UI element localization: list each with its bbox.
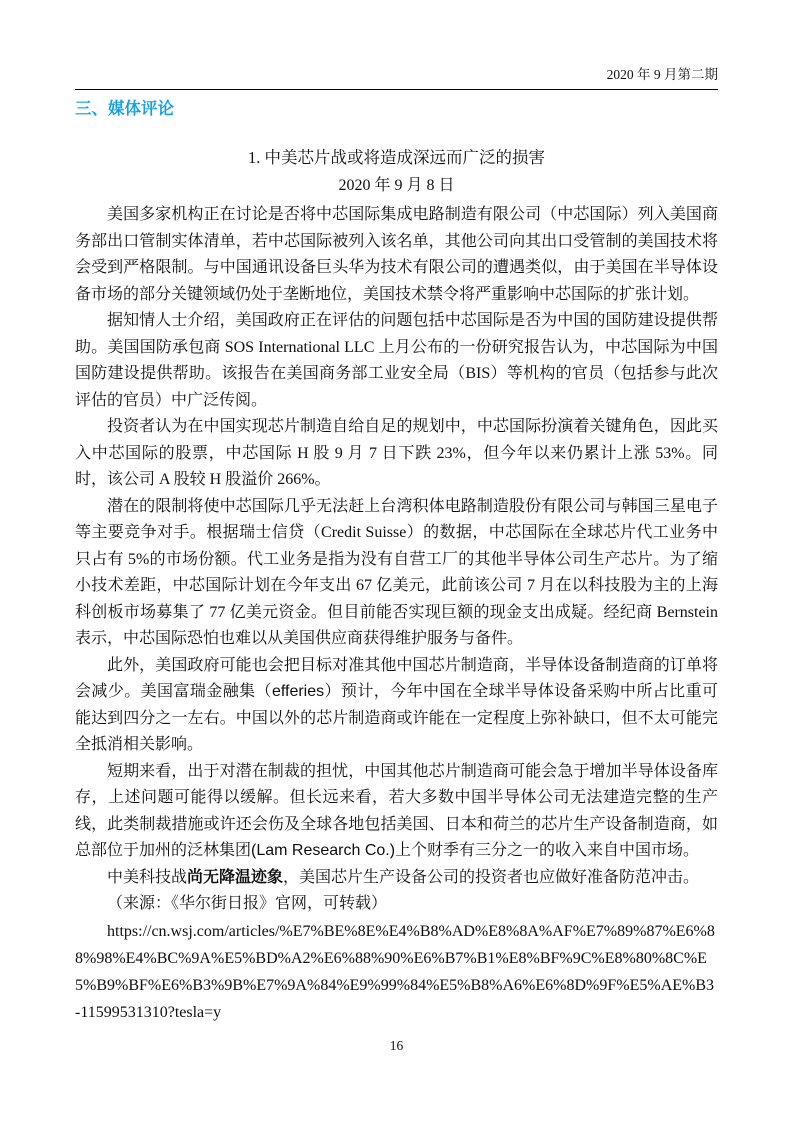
article-body (75, 202, 718, 1026)
closing-prefix: 中美科技战 (107, 868, 188, 886)
article-date: 2020 年 9 月 8 日 (338, 177, 455, 194)
paragraph: 此外，美国政府可能也会把目标对准其他中国芯片制造商，半导体设备制造商的订单将会减少。美国富瑞金融集（efferies）预计，今年中国在全球半导体设备采购中所占比重可能达到四分之一左右。中国以外的芯片制造商或许能在一定程度上弥补缺口，但不太可能完全抵消相关影响。 (75, 656, 718, 753)
source-line: （来源：《华尔街日报》官网，可转载） (107, 895, 388, 912)
header-divider (75, 89, 718, 90)
closing-suffix: ，美国芯片生产设备公司的投资者也应做好准备防范冲击。 (283, 868, 700, 886)
closing-bold-text: 尚无降温迹象 (187, 868, 284, 886)
paragraph: 投资者认为在中国实现芯片制造自给自足的规划中，中芯国际扮演着关键角色，因此买入中芯国际的股票，中芯国际 H 股 9 月 7 日下跌 23%，但今年以来仍累计上涨 53%。同时，该公司 A 股较 H 股溢价 266%。 (75, 418, 718, 488)
paragraph: 据知情人士介绍，美国政府正在评估的问题包括中芯国际是否为中国的国防建设提供帮助。美国国防承包商 SOS International LLC 上月公布的一份研究报告认为，中芯国际为中国国防建设提供帮助。该报告在美国商务部工业安全局（BIS）等机构的官员（包括参与此次评估的官员）中广泛传阅。 (75, 312, 718, 409)
paragraph: 潜在的限制将使中芯国际几乎无法赶上台湾积体电路制造股份有限公司与韩国三星电子等主要竞争对手。根据瑞士信贷（Credit Suisse）的数据，中芯国际在全球芯片代工业务中只占有 5%的市场份额。代工业务是指为没有自营工厂的其他半导体公司生产芯片。为了缩小技术差距，中芯国际计划在今年支出 67 亿美元，此前该公司 7 月在以科技股为主的上海科创板市场募集了 77 亿美元资金。但目前能否实现巨额的现金支出成疑。经纪商 Bernstein 表示，中芯国际恐怕也难以从美国供应商获得维护服务与备件。 (75, 497, 718, 647)
page-header (75, 0, 718, 90)
article-title: 1. 中美芯片战或将造成深远而广泛的损害 (248, 148, 545, 167)
page-number: 16 (389, 1038, 404, 1053)
issue-label: 2020 年 9 月第二期 (606, 67, 718, 82)
article-url: https://cn.wsj.com/articles/%E7%BE%8E%E4%B8%AD%E8%8A%AF%E7%89%87%E6%88%98%E4%BC%9A%E5%BD%A2%E6%88%90%E6%B7%B1%E8%BF%9C%E8%80%8C%E5%B9%BF%E6%B3%9B%E7%9A%84%E9%99%84%E5%B8%A6%E6%8D%9F%E5%AE%B3-11599531310?tesla=y (75, 922, 715, 1021)
paragraph: 美国多家机构正在讨论是否将中芯国际集成电路制造有限公司（中芯国际）列入美国商务部出口管制实体清单，若中芯国际被列入该名单，其他公司向其出口受管制的美国技术将会受到严格限制。与中国通讯设备巨头华为技术有限公司的遭遇类似，由于美国在半导体设备市场的部分关键领域仍处于垄断地位，美国技术禁令将严重影响中芯国际的扩张计划。 (75, 206, 718, 303)
closing-paragraph (75, 865, 718, 892)
paragraph: 短期来看，出于对潜在制裁的担忧，中国其他芯片制造商可能会急于增加半导体设备库存，上述问题可能得以缓解。但长远来看，若大多数中国半导体公司无法建造完整的生产线，此类制裁措施或许还会伤及全球各地包括美国、日本和荷兰的芯片生产设备制造商，如总部位于加州的泛林集团(Lam Research Co.)上个财季有三分之一的收入来自中国市场。 (75, 762, 718, 859)
section-heading: 三、媒体评论 (75, 100, 174, 118)
